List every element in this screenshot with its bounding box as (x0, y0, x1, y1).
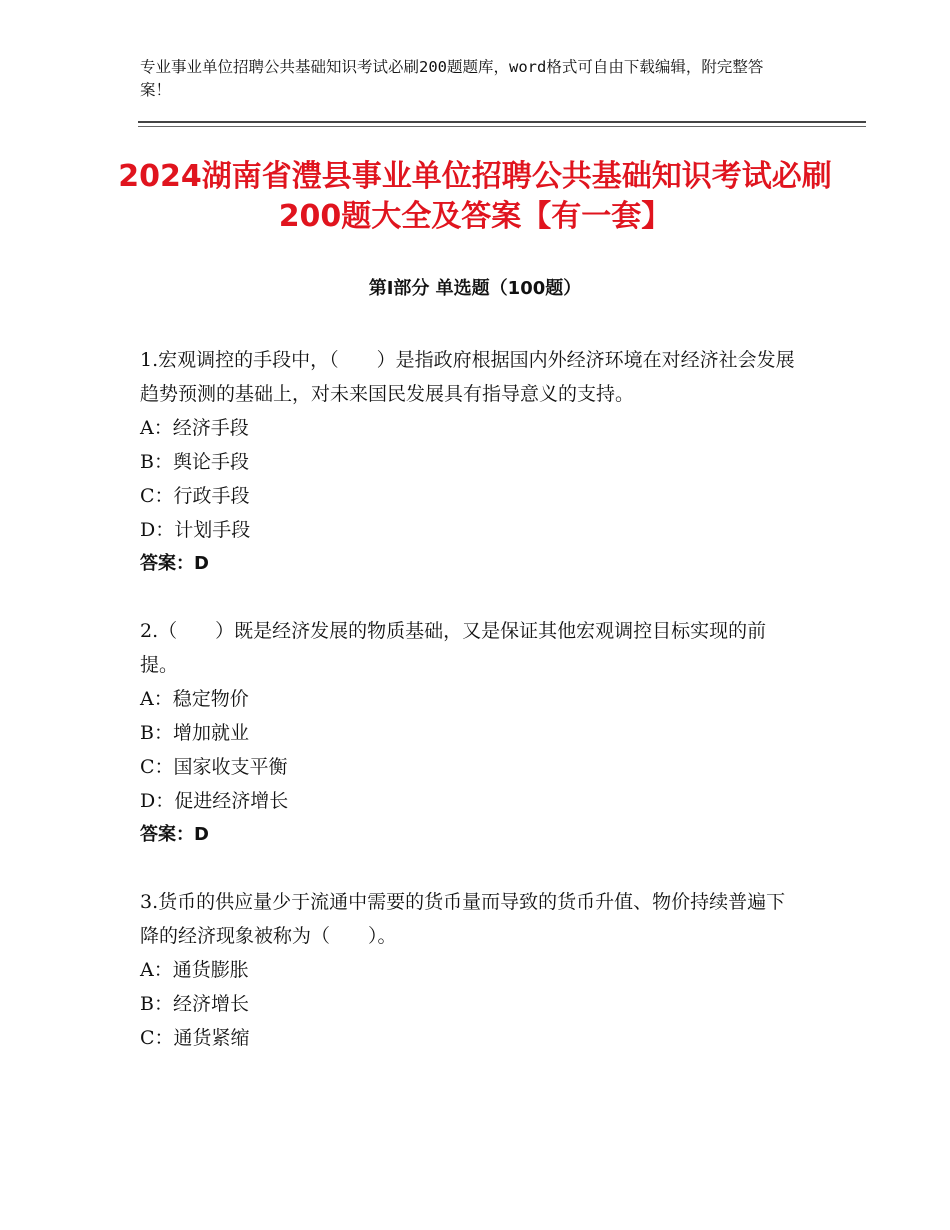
document-title: 2024湖南省澧县事业单位招聘公共基础知识考试必刷200题大全及答案【有一套】 (118, 159, 832, 234)
question-list (140, 343, 800, 1088)
question-3 (140, 885, 800, 1055)
question-text: 2.（ ）既是经济发展的物质基础，又是保证其他宏观调控目标实现的前提。 (140, 620, 767, 676)
header-rule-thin (138, 126, 866, 127)
header-rule-thick (138, 121, 866, 123)
option-d: D：计划手段 (140, 519, 251, 541)
option-b: B：经济增长 (140, 993, 249, 1015)
option-a: A：稳定物价 (140, 688, 249, 710)
answer: 答案：D (140, 553, 209, 574)
option-c: C：行政手段 (140, 485, 250, 507)
question-2 (140, 614, 800, 852)
question-text: 3.货币的供应量少于流通中需要的货币量而导致的货币升值、物价持续普遍下降的经济现象被称为（ ）。 (140, 891, 786, 947)
option-c: C：国家收支平衡 (140, 756, 288, 778)
option-a: A：经济手段 (140, 417, 249, 439)
option-b: B：舆论手段 (140, 451, 249, 473)
answer: 答案：D (140, 824, 209, 845)
option-d: D：促进经济增长 (140, 790, 289, 812)
question-text: 1.宏观调控的手段中，（ ）是指政府根据国内外经济环境在对经济社会发展趋势预测的基础上，对未来国民发展具有指导意义的支持。 (140, 349, 795, 405)
option-c: C：通货紧缩 (140, 1027, 250, 1049)
question-1 (140, 343, 800, 581)
header-note: 专业事业单位招聘公共基础知识考试必刷200题题库，word格式可自由下载编辑，附完整答案！ (140, 58, 764, 99)
option-b: B：增加就业 (140, 722, 249, 744)
option-a: A：通货膨胀 (140, 959, 249, 981)
section-heading: 第Ⅰ部分 单选题（100题） (368, 278, 582, 299)
